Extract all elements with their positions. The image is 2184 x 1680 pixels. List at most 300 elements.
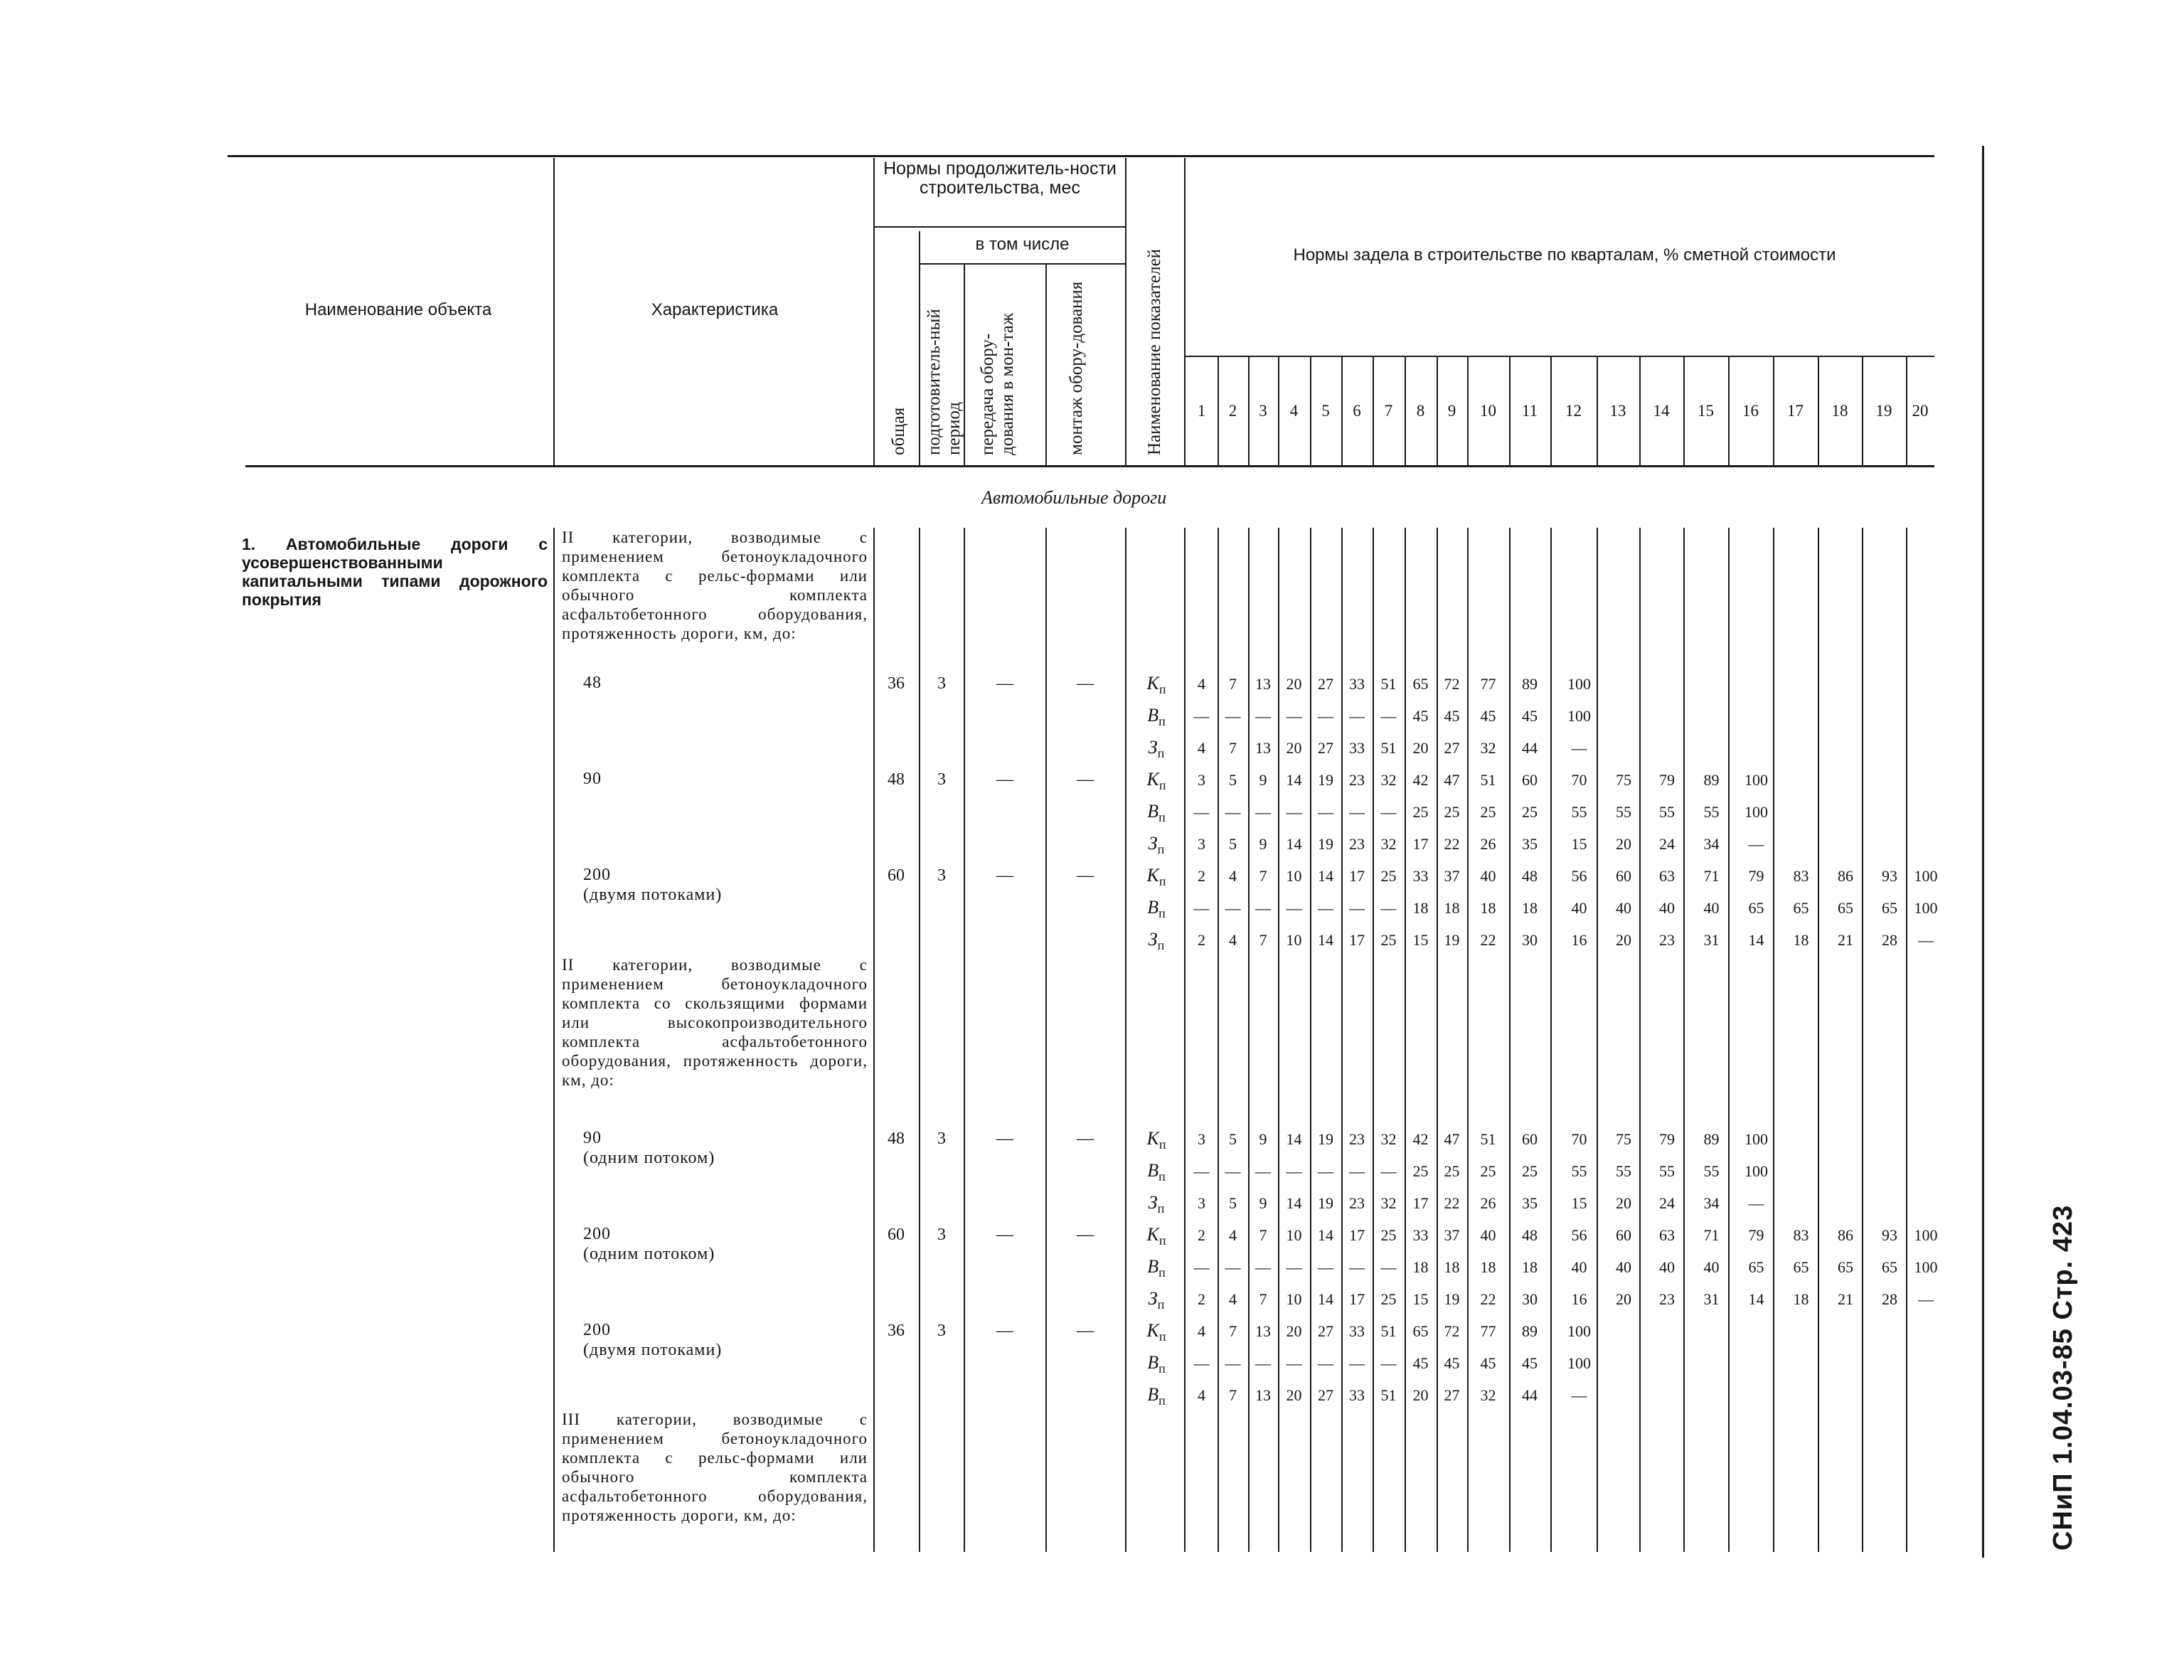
body-sep-prep <box>964 528 965 1552</box>
duration-total: 60 <box>888 866 905 885</box>
backlog-value: 100 <box>1744 1130 1768 1148</box>
backlog-value: 18 <box>1793 931 1809 949</box>
indicator-symbol: $К_п$ <box>1146 1224 1166 1248</box>
duration-mount: — <box>1077 1129 1094 1148</box>
backlog-value: 35 <box>1522 835 1538 853</box>
backlog-value: 65 <box>1882 899 1897 917</box>
backlog-value: 63 <box>1659 1226 1675 1244</box>
quarter-separator <box>1906 528 1907 1552</box>
backlog-value: 10 <box>1286 867 1302 885</box>
backlog-value: — <box>1286 899 1302 917</box>
indicator-symbol: $К_п$ <box>1146 1320 1166 1344</box>
backlog-value: 37 <box>1444 1226 1460 1244</box>
backlog-value: — <box>1193 1258 1210 1276</box>
backlog-value: 17 <box>1412 835 1429 853</box>
header-total: общая <box>889 407 908 455</box>
indicator-subscript: п <box>1158 1265 1166 1280</box>
backlog-value: 4 <box>1198 675 1205 693</box>
backlog-value: 9 <box>1259 1130 1267 1148</box>
indicator-symbol: $В_п$ <box>1147 897 1166 921</box>
backlog-value: — <box>1349 707 1365 725</box>
backlog-value: 23 <box>1349 771 1365 789</box>
backlog-value: 18 <box>1522 1258 1538 1276</box>
duration-prep: 3 <box>937 866 946 885</box>
quarter-separator <box>1728 528 1730 1552</box>
backlog-value: 3 <box>1198 835 1205 853</box>
backlog-value: 100 <box>1567 707 1591 725</box>
backlog-value: 19 <box>1444 931 1460 949</box>
backlog-value: 44 <box>1522 1386 1538 1404</box>
backlog-value: — <box>1193 899 1210 917</box>
backlog-value: 26 <box>1480 835 1496 853</box>
sep-char <box>873 158 875 465</box>
backlog-value: 93 <box>1882 1226 1897 1244</box>
quarter-number: 10 <box>1480 402 1496 420</box>
backlog-value: 22 <box>1444 835 1460 853</box>
backlog-value: 47 <box>1444 1130 1460 1148</box>
backlog-value: 18 <box>1412 899 1429 917</box>
backlog-value: — <box>1225 1354 1241 1372</box>
backlog-value: 2 <box>1198 867 1205 885</box>
backlog-value: 20 <box>1616 1290 1631 1308</box>
backlog-value: 19 <box>1318 771 1333 789</box>
backlog-value: 83 <box>1793 1226 1809 1244</box>
backlog-value: 40 <box>1571 1258 1587 1276</box>
backlog-value: 20 <box>1616 931 1631 949</box>
backlog-value: — <box>1380 1258 1397 1276</box>
backlog-value: — <box>1286 1162 1302 1180</box>
backlog-value: 20 <box>1616 835 1631 853</box>
backlog-value: 5 <box>1229 1130 1237 1148</box>
backlog-value: 14 <box>1748 1290 1764 1308</box>
backlog-value: 14 <box>1286 835 1302 853</box>
backlog-value: 100 <box>1744 771 1768 789</box>
backlog-value: 25 <box>1444 803 1460 821</box>
backlog-value: 93 <box>1882 867 1897 885</box>
backlog-value: 27 <box>1444 739 1460 757</box>
backlog-value: 60 <box>1616 867 1631 885</box>
backlog-value: — <box>1286 803 1302 821</box>
backlog-value: 30 <box>1522 931 1538 949</box>
backlog-value: — <box>1380 899 1397 917</box>
backlog-value: 45 <box>1444 1354 1460 1372</box>
backlog-value: 100 <box>1914 867 1938 885</box>
duration-transfer: — <box>996 866 1013 885</box>
backlog-value: 13 <box>1255 739 1271 757</box>
backlog-value: 72 <box>1444 675 1460 693</box>
indicator-subscript: п <box>1158 1233 1166 1248</box>
backlog-value: 48 <box>1522 1226 1538 1244</box>
backlog-value: 75 <box>1616 771 1631 789</box>
backlog-value: 51 <box>1380 739 1397 757</box>
backlog-value: — <box>1255 1258 1271 1276</box>
backlog-value: 45 <box>1522 707 1538 725</box>
backlog-value: — <box>1286 707 1302 725</box>
backlog-value: — <box>1225 899 1241 917</box>
backlog-value: 25 <box>1380 867 1397 885</box>
duration-mount: — <box>1077 674 1094 693</box>
backlog-value: — <box>1255 803 1271 821</box>
indicator-symbol: $В_п$ <box>1147 801 1166 825</box>
backlog-value: — <box>1255 1162 1271 1180</box>
duration-prep: 3 <box>937 1226 946 1244</box>
backlog-value: 23 <box>1349 835 1365 853</box>
backlog-value: 10 <box>1286 1226 1302 1244</box>
backlog-value: 21 <box>1838 1290 1853 1308</box>
backlog-value: — <box>1255 899 1271 917</box>
backlog-value: 79 <box>1659 771 1675 789</box>
backlog-value: 42 <box>1412 771 1429 789</box>
backlog-value: 42 <box>1412 1130 1429 1148</box>
duration-total: 60 <box>888 1226 905 1244</box>
backlog-value: 25 <box>1480 1162 1496 1180</box>
indicator-subscript: п <box>1158 1393 1166 1408</box>
quarter-number: 1 <box>1197 402 1206 420</box>
backlog-value: 7 <box>1229 675 1237 693</box>
backlog-value: 79 <box>1659 1130 1675 1148</box>
indicator-symbol: $В_п$ <box>1147 1384 1166 1408</box>
indicator-symbol: $В_п$ <box>1147 1256 1166 1280</box>
backlog-value: 17 <box>1349 931 1365 949</box>
backlog-value: 18 <box>1522 899 1538 917</box>
road-length: 90 (одним потоком) <box>583 1129 715 1167</box>
backlog-value: 25 <box>1522 803 1538 821</box>
duration-mount: — <box>1077 866 1094 885</box>
indicator-subscript: п <box>1158 1137 1166 1152</box>
backlog-value: 18 <box>1793 1290 1809 1308</box>
backlog-value: 32 <box>1380 771 1397 789</box>
header-including: в том числе <box>975 235 1070 254</box>
backlog-value: — <box>1918 1290 1934 1308</box>
quarter-number: 19 <box>1875 402 1892 420</box>
indicator-symbol: $З_п$ <box>1148 1192 1165 1216</box>
backlog-value: 14 <box>1748 931 1764 949</box>
backlog-value: 55 <box>1616 803 1631 821</box>
road-length: 200 (двумя потоками) <box>583 1321 723 1359</box>
right-border <box>1982 146 1984 1558</box>
backlog-value: 45 <box>1480 707 1496 725</box>
backlog-value: 15 <box>1571 1194 1587 1212</box>
backlog-value: 9 <box>1259 771 1267 789</box>
backlog-value: 65 <box>1748 1258 1764 1276</box>
backlog-value: 18 <box>1444 899 1460 917</box>
duration-prep: 3 <box>937 1129 946 1148</box>
backlog-value: 19 <box>1444 1290 1460 1308</box>
backlog-value: 35 <box>1522 1194 1538 1212</box>
backlog-value: 89 <box>1703 771 1720 789</box>
body-sep-transfer <box>1045 528 1047 1552</box>
backlog-value: 14 <box>1286 771 1302 789</box>
backlog-value: — <box>1918 931 1934 949</box>
sep-total <box>919 231 920 465</box>
rule-under-backlog <box>1186 356 1934 357</box>
backlog-value: 77 <box>1480 1322 1496 1340</box>
backlog-value: 27 <box>1318 739 1333 757</box>
quarter-separator <box>1862 528 1863 1552</box>
backlog-value: — <box>1193 1162 1210 1180</box>
backlog-value: 55 <box>1703 803 1720 821</box>
body-sep-object <box>553 528 555 1552</box>
backlog-value: 89 <box>1522 1322 1538 1340</box>
indicator-symbol: $З_п$ <box>1148 737 1165 761</box>
backlog-value: 15 <box>1571 835 1587 853</box>
backlog-value: 75 <box>1616 1130 1631 1148</box>
header-characteristic: Характеристика <box>651 300 779 319</box>
backlog-value: 45 <box>1444 707 1460 725</box>
backlog-value: — <box>1225 1258 1241 1276</box>
backlog-value: 100 <box>1914 1226 1938 1244</box>
backlog-value: 20 <box>1286 675 1302 693</box>
backlog-value: 25 <box>1380 1290 1397 1308</box>
backlog-value: 55 <box>1659 1162 1675 1180</box>
indicator-subscript: п <box>1158 682 1166 697</box>
indicator-subscript: п <box>1157 746 1165 761</box>
backlog-value: 17 <box>1349 1226 1365 1244</box>
backlog-value: 14 <box>1286 1130 1302 1148</box>
backlog-value: 13 <box>1255 1322 1271 1340</box>
backlog-value: 25 <box>1522 1162 1538 1180</box>
sep-transfer <box>1045 263 1047 465</box>
backlog-value: 89 <box>1703 1130 1720 1148</box>
road-length: 90 <box>583 770 602 788</box>
backlog-value: — <box>1318 1354 1333 1372</box>
road-length: 48 <box>583 674 602 692</box>
backlog-value: 33 <box>1412 1226 1429 1244</box>
backlog-value: 100 <box>1914 1258 1938 1276</box>
indicator-subscript: п <box>1158 874 1166 889</box>
backlog-value: 45 <box>1412 1354 1429 1372</box>
indicator-symbol: $К_п$ <box>1146 1128 1166 1152</box>
backlog-value: 26 <box>1480 1194 1496 1212</box>
backlog-value: — <box>1380 707 1397 725</box>
backlog-value: 40 <box>1480 867 1496 885</box>
header-backlog: Нормы задела в строительстве по кварталам, % сметной стоимости <box>1293 245 1836 265</box>
backlog-value: — <box>1380 1354 1397 1372</box>
road-length: 200 (одним потоком) <box>583 1225 715 1263</box>
backlog-value: 21 <box>1838 931 1853 949</box>
indicator-subscript: п <box>1157 1297 1165 1312</box>
backlog-value: — <box>1225 803 1241 821</box>
quarter-number: 8 <box>1416 402 1425 420</box>
backlog-value: 10 <box>1286 931 1302 949</box>
backlog-value: 23 <box>1659 931 1675 949</box>
header-indicators: Наименование показателей <box>1145 248 1164 455</box>
backlog-value: 65 <box>1882 1258 1897 1276</box>
backlog-value: 51 <box>1480 771 1496 789</box>
backlog-value: 40 <box>1616 1258 1631 1276</box>
backlog-value: 25 <box>1412 803 1429 821</box>
duration-prep: 3 <box>937 674 946 693</box>
backlog-value: 32 <box>1380 1194 1397 1212</box>
backlog-value: 28 <box>1882 931 1897 949</box>
backlog-value: 16 <box>1571 1290 1587 1308</box>
indicator-symbol: $К_п$ <box>1146 865 1166 889</box>
backlog-value: 47 <box>1444 771 1460 789</box>
backlog-value: 27 <box>1318 1322 1333 1340</box>
backlog-value: 22 <box>1444 1194 1460 1212</box>
duration-transfer: — <box>996 674 1013 693</box>
backlog-value: 27 <box>1444 1386 1460 1404</box>
quarter-number: 7 <box>1384 402 1393 420</box>
backlog-value: 2 <box>1198 1290 1205 1308</box>
backlog-value: 17 <box>1349 867 1365 885</box>
backlog-value: 18 <box>1480 899 1496 917</box>
backlog-value: 60 <box>1522 1130 1538 1148</box>
header-bottom-rule <box>245 465 1934 467</box>
backlog-value: 89 <box>1522 675 1538 693</box>
header-mount: монтаж обору-дования <box>1067 281 1086 455</box>
backlog-value: 37 <box>1444 867 1460 885</box>
duration-transfer: — <box>996 1129 1013 1148</box>
backlog-value: 40 <box>1480 1226 1496 1244</box>
backlog-value: 3 <box>1198 771 1205 789</box>
duration-transfer: — <box>996 1322 1013 1340</box>
quarter-number: 16 <box>1742 402 1759 420</box>
indicator-subscript: п <box>1158 1169 1166 1184</box>
duration-mount: — <box>1077 1226 1094 1244</box>
backlog-value: — <box>1286 1258 1302 1276</box>
indicator-symbol: $К_п$ <box>1146 673 1166 697</box>
quarter-separator <box>1683 528 1685 1552</box>
backlog-value: 40 <box>1659 899 1675 917</box>
indicator-symbol: $З_п$ <box>1148 929 1165 953</box>
backlog-value: 14 <box>1318 931 1333 949</box>
backlog-value: 20 <box>1616 1194 1631 1212</box>
backlog-value: 72 <box>1444 1322 1460 1340</box>
backlog-value: 55 <box>1703 1162 1720 1180</box>
backlog-value: 18 <box>1444 1258 1460 1276</box>
indicator-subscript: п <box>1157 1201 1165 1216</box>
backlog-value: 4 <box>1229 931 1237 949</box>
backlog-value: 10 <box>1286 1290 1302 1308</box>
backlog-value: 17 <box>1412 1194 1429 1212</box>
backlog-value: 15 <box>1412 1290 1429 1308</box>
quarter-separator <box>1639 528 1641 1552</box>
indicator-subscript: п <box>1158 1329 1166 1344</box>
backlog-value: — <box>1349 1258 1365 1276</box>
indicator-symbol: $З_п$ <box>1148 1288 1165 1312</box>
backlog-value: 7 <box>1229 1322 1237 1340</box>
backlog-value: 51 <box>1480 1130 1496 1148</box>
backlog-value: 33 <box>1349 739 1365 757</box>
backlog-value: — <box>1193 707 1210 725</box>
backlog-value: 5 <box>1229 1194 1237 1212</box>
backlog-value: 20 <box>1286 739 1302 757</box>
quarter-number: 14 <box>1653 402 1670 420</box>
rule-under-including <box>920 263 1125 265</box>
quarter-number: 3 <box>1259 402 1267 420</box>
backlog-value: 22 <box>1480 1290 1496 1308</box>
duration-transfer: — <box>996 770 1013 789</box>
backlog-value: 25 <box>1480 803 1496 821</box>
backlog-value: 31 <box>1703 931 1720 949</box>
backlog-value: — <box>1571 1386 1587 1404</box>
backlog-value: 4 <box>1229 1226 1237 1244</box>
duration-prep: 3 <box>937 770 946 789</box>
backlog-value: 45 <box>1480 1354 1496 1372</box>
backlog-value: 20 <box>1286 1386 1302 1404</box>
backlog-value: — <box>1349 1354 1365 1372</box>
indicator-symbol: $В_п$ <box>1147 1160 1166 1184</box>
backlog-value: 25 <box>1380 1226 1397 1244</box>
quarter-number: 6 <box>1353 402 1361 420</box>
backlog-value: — <box>1255 1354 1271 1372</box>
group-description: II категории, возводимые с применением бетоноукладочного комплекта с рельс-формами или обычного комплекта асфальтобетонного оборудования, протяженность дороги, км, до: <box>562 528 868 642</box>
backlog-value: 28 <box>1882 1290 1897 1308</box>
backlog-value: 7 <box>1259 931 1267 949</box>
backlog-value: 77 <box>1480 675 1496 693</box>
backlog-value: 23 <box>1349 1194 1365 1212</box>
backlog-value: 33 <box>1349 675 1365 693</box>
backlog-value: 25 <box>1380 931 1397 949</box>
backlog-value: — <box>1318 1162 1333 1180</box>
backlog-value: — <box>1255 707 1271 725</box>
backlog-value: 13 <box>1255 1386 1271 1404</box>
backlog-value: — <box>1193 1354 1210 1372</box>
backlog-value: 40 <box>1616 899 1631 917</box>
backlog-value: 51 <box>1380 675 1397 693</box>
duration-total: 48 <box>888 1129 905 1148</box>
backlog-value: 100 <box>1567 675 1591 693</box>
sep-object <box>553 158 555 465</box>
quarter-separator <box>1818 528 1819 1552</box>
backlog-value: 51 <box>1380 1322 1397 1340</box>
backlog-value: 79 <box>1748 867 1764 885</box>
backlog-value: 60 <box>1616 1226 1631 1244</box>
backlog-value: 100 <box>1567 1354 1591 1372</box>
indicator-symbol: $З_п$ <box>1148 833 1165 857</box>
duration-total: 48 <box>888 770 905 789</box>
quarter-number: 17 <box>1787 402 1804 420</box>
backlog-value: 17 <box>1349 1290 1365 1308</box>
backlog-value: 19 <box>1318 1130 1333 1148</box>
duration-transfer: — <box>996 1226 1013 1244</box>
backlog-value: 2 <box>1198 931 1205 949</box>
header-object: Наименование объекта <box>304 300 492 319</box>
indicator-subscript: п <box>1158 906 1166 921</box>
backlog-value: 14 <box>1318 867 1333 885</box>
backlog-value: — <box>1349 1162 1365 1180</box>
backlog-value: 70 <box>1571 1130 1587 1148</box>
backlog-value: 23 <box>1349 1130 1365 1148</box>
top-rule <box>228 155 1934 157</box>
backlog-value: 79 <box>1748 1226 1764 1244</box>
backlog-value: 55 <box>1571 1162 1587 1180</box>
backlog-value: — <box>1318 803 1333 821</box>
backlog-value: — <box>1318 707 1333 725</box>
backlog-value: 55 <box>1571 803 1587 821</box>
indicator-symbol: $В_п$ <box>1147 1352 1166 1376</box>
backlog-value: — <box>1225 707 1241 725</box>
backlog-value: 65 <box>1838 1258 1853 1276</box>
backlog-value: 34 <box>1703 835 1720 853</box>
group-description: II категории, возводимые с применением бетоноукладочного комплекта со скользящими формами или высокопроизводительного комплекта асфальтобетонного оборудования, протяженность дороги, км, до: <box>562 956 868 1089</box>
quarter-number: 4 <box>1289 402 1299 420</box>
backlog-value: 83 <box>1793 867 1809 885</box>
backlog-value: 14 <box>1286 1194 1302 1212</box>
backlog-value: 100 <box>1914 899 1938 917</box>
backlog-value: 45 <box>1412 707 1429 725</box>
backlog-value: 5 <box>1229 835 1237 853</box>
object-name: 1. Автомобильные дороги с усовершенствованными капитальными типами дорожного покрытия <box>242 535 548 609</box>
quarter-number: 9 <box>1447 402 1456 420</box>
group-description: III категории, возводимые с применением бетоноукладочного комплекта с рельс-формами или обычного комплекта асфальтобетонного оборудования, протяженность дороги, км, до: <box>562 1410 868 1524</box>
backlog-value: — <box>1225 1162 1241 1180</box>
backlog-value: 100 <box>1744 803 1768 821</box>
backlog-value: 4 <box>1229 1290 1237 1308</box>
backlog-value: 7 <box>1259 1226 1267 1244</box>
backlog-value: 18 <box>1480 1258 1496 1276</box>
